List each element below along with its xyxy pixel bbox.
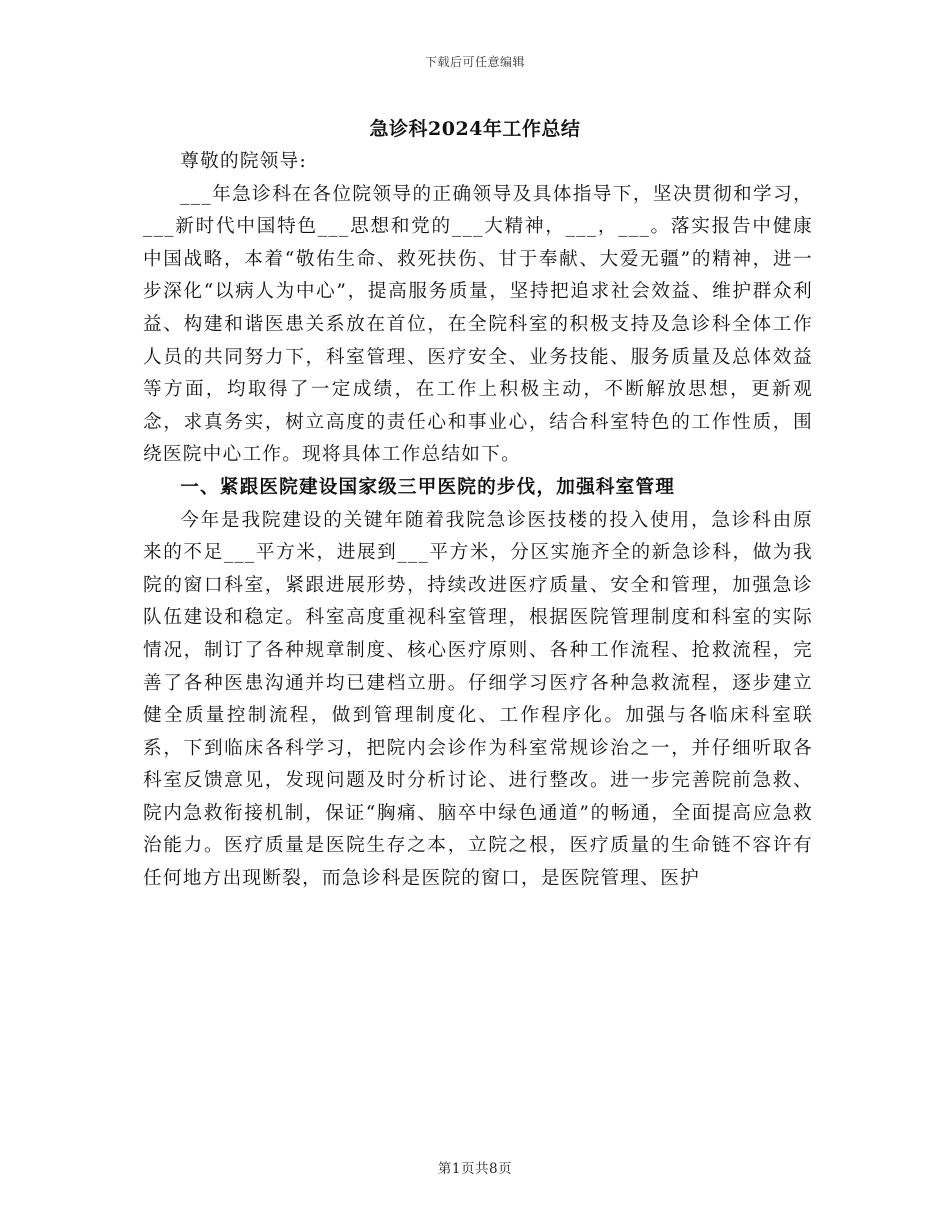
header-note: 下载后可任意编辑 [424, 55, 525, 69]
section-heading: 一、紧跟医院建设国家级三甲医院的步伐，加强科室管理 [180, 476, 676, 498]
document-body [143, 146, 813, 896]
intro-paragraph: ___年急诊科在各位院领导的正确领导及具体指导下，坚决贯彻和学习，___新时代中国特色___思想和党的___大精神，___，___。落实报告中健康中国战略，本着“敬佑生命、救死扶伤、甘于奉献、大爱无疆”的精神，进一步深化“以病人为中心”，提高服务质量，坚持把追求社会效益、维护群众利益、构建和谐医患关系放在首位，在全院科室的积极支持及急诊科全体工作人员的共同努力下，科室管理、医疗安全、业务技能、服务质量及总体效益等方面，均取得了一定成绩，在工作上积极主动，不断解放思想，更新观念，求真务实，树立高度的责任心和事业心，结合科室特色的工作性质，围绕医院中心工作。现将具体工作总结如下。 [143, 183, 813, 466]
document-title: 急诊科2024年工作总结 [369, 118, 581, 140]
page-footer: 第1页共8页 [437, 1161, 513, 1177]
section-paragraph: 今年是我院建设的关键年随着我院急诊医技楼的投入使用，急诊科由原来的不足___平方米，进展到___平方米，分区实施齐全的新急诊科，做为我院的窗口科室，紧跟进展形势，持续改进医疗质量、安全和管理，加强急诊队伍建设和稳定。科室高度重视科室管理，根据医院管理制度和科室的实际情况，制订了各种规章制度、核心医疗原则、各种工作流程、抢救流程，完善了各种医患沟通并均已建档立册。仔细学习医疗各种急救流程，逐步建立健全质量控制流程，做到管理制度化、工作程序化。加强与各临床科室联系，下到临床各科学习，把院内会诊作为科室常规诊治之一，并仔细听取各科室反馈意见，发现问题及时分析讨论、进行整改。进一步完善院前急救、院内急救衔接机制，保证“胸痛、脑卒中绿色通道”的畅通，全面提高应急救治能力。医疗质量是医院生存之本，立院之根，医疗质量的生命链不容许有任何地方出现断裂，而急诊科是医院的窗口，是医院管理、医护 [143, 509, 813, 890]
salutation: 尊敬的院领导: [180, 151, 308, 172]
